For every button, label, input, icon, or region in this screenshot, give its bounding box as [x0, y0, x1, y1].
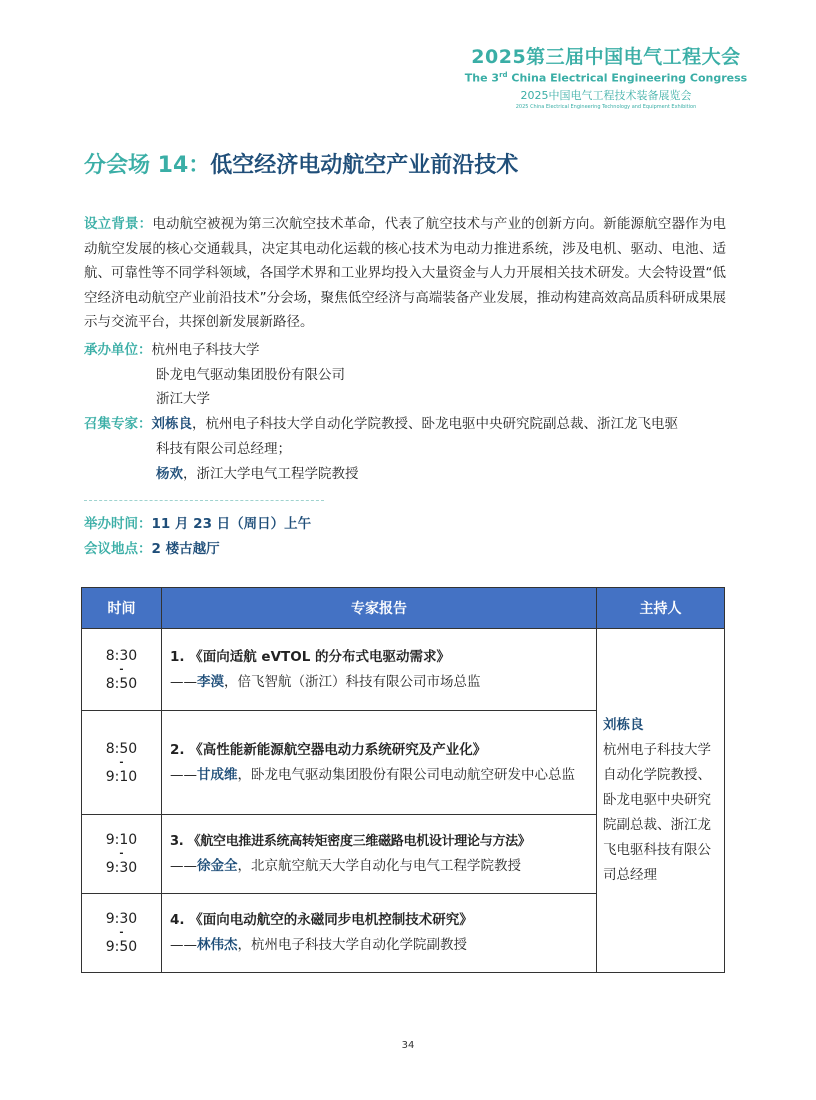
end-time: 9:30 — [105, 860, 138, 876]
venue-value: 2 楼古越厅 — [151, 541, 220, 557]
agenda-header-row — [82, 588, 725, 629]
convener-row-2 — [156, 462, 359, 487]
time-row — [84, 512, 311, 537]
time-value: 11 月 23 日（周日）上午 — [151, 516, 312, 532]
dashed-divider — [84, 500, 324, 501]
time-cell — [82, 815, 162, 894]
convener-desc: ，杭州电子科技大学自动化学院教授、卧龙电驱中央研究院副总裁、浙江龙飞电驱 — [192, 416, 678, 432]
speaker-name: 甘成维 — [197, 766, 238, 783]
organizer-item: 杭州电子科技大学 — [151, 342, 260, 358]
speaker-line: ——徐金全，北京航空航天大学自动化与电气工程学院教授 — [170, 858, 521, 874]
speaker-name: 林伟杰 — [197, 937, 238, 953]
time-dash: - — [119, 756, 124, 768]
host-desc: 杭州电子科技大学自动化学院教授、卧龙电驱中央研究院副总裁、浙江龙飞电驱科技有限公司总经理 — [603, 742, 711, 883]
time-dash: - — [119, 927, 124, 938]
speaker-affiliation: ，北京航空航天大学自动化与电气工程学院教授 — [237, 858, 521, 874]
table-row — [82, 629, 725, 711]
convener-name: 杨欢 — [156, 466, 183, 482]
conveners-row — [84, 412, 678, 437]
time-dash: - — [119, 848, 124, 859]
background-section — [84, 212, 726, 335]
talk-title: 2. 《高性能新能源航空器电动力系统研究及产业化》 — [170, 741, 487, 758]
start-time: 9:30 — [105, 911, 138, 927]
header-time: 时间 — [82, 588, 162, 629]
session-name: 低空经济电动航空产业前沿技术 — [210, 153, 519, 178]
background-label: 设立背景： — [84, 216, 153, 232]
talk-cell — [162, 894, 597, 973]
talk-cell — [162, 629, 597, 711]
speaker-affiliation: ，倍飞智航（浙江）科技有限公司市场总监 — [224, 673, 481, 690]
header-report: 专家报告 — [162, 588, 597, 629]
agenda-table — [81, 587, 725, 973]
host-name: 刘栋良 — [603, 717, 644, 733]
header-host: 主持人 — [597, 588, 725, 629]
session-title — [84, 148, 518, 179]
end-time: 8:50 — [105, 675, 138, 692]
congress-logo — [456, 46, 756, 111]
venue-label: 会议地点： — [84, 541, 152, 557]
time-cell — [82, 894, 162, 973]
talk-cell — [162, 815, 597, 894]
organizers-row — [84, 338, 260, 363]
speaker-line: ——林伟杰，杭州电子科技大学自动化学院副教授 — [170, 937, 467, 953]
speaker-line: ——甘成维，卧龙电气驱动集团股份有限公司电动航空研发中心总监 — [170, 766, 575, 783]
exhibition-title-en: 2025 China Electrical Engineering Technology and Equipment Exhibition — [515, 103, 697, 110]
time-cell — [82, 629, 162, 711]
end-time: 9:10 — [105, 768, 138, 785]
time-dash: - — [119, 663, 124, 675]
talk-cell — [162, 711, 597, 815]
speaker-line: ——李漠，倍飞智航（浙江）科技有限公司市场总监 — [170, 673, 481, 690]
organizer-item: 卧龙电气驱动集团股份有限公司 — [156, 367, 345, 383]
convener-desc-cont: 科技有限公司总经理； — [156, 441, 291, 457]
congress-title-en: The 3rd China Electrical Engineering Congress — [464, 71, 748, 85]
talk-title: 4. 《面向电动航空的永磁同步电机控制技术研究》 — [170, 912, 473, 928]
convener-name: 刘栋良 — [151, 416, 192, 432]
speaker-affiliation: ，杭州电子科技大学自动化学院副教授 — [237, 937, 467, 953]
speaker-name: 李漠 — [197, 673, 224, 690]
convener-desc: ，浙江大学电气工程学院教授 — [183, 466, 359, 482]
speaker-name: 徐金全 — [197, 858, 238, 874]
talk-title: 1. 《面向适航 eVTOL 的分布式电驱动需求》 — [170, 648, 451, 665]
organizer-item: 浙江大学 — [156, 391, 210, 407]
venue-row — [84, 537, 220, 562]
exhibition-title-zh: 2025中国电气工程技术装备展览会 — [520, 88, 692, 102]
start-time: 8:50 — [105, 740, 138, 757]
end-time: 9:50 — [105, 939, 138, 955]
speaker-affiliation: ，卧龙电气驱动集团股份有限公司电动航空研发中心总监 — [237, 766, 575, 783]
congress-title-zh: 2025第三届中国电气工程大会 — [471, 46, 741, 68]
page-number: 34 — [401, 1040, 415, 1051]
start-time: 9:10 — [105, 832, 138, 848]
talk-title: 3. 《航空电推进系统高转矩密度三维磁路电机设计理论与方法》 — [170, 834, 531, 849]
background-text: 电动航空被视为第三次航空技术革命，代表了航空技术与产业的创新方向。新能源航空器作为电动航空发展的核心交通载具，决定其电动化运载的核心技术为电动力推进系统，涉及电机、驱动、电池、适航、可靠性等不同学科领域，各国学术界和工业界均投入大量资金与人力开展相关技术研发。大会特设置“低空经济电动航空产业前沿技术”分会场，聚焦低空经济与高端装备产业发展，推动构建高效高品质科研成果展示与交流平台，共探创新发展新路径。 — [84, 216, 727, 330]
conveners-label: 召集专家： — [84, 416, 152, 432]
time-cell — [82, 711, 162, 815]
session-number: 分会场 14： — [84, 153, 211, 178]
start-time: 8:30 — [105, 647, 138, 664]
host-cell — [597, 629, 725, 973]
time-label: 举办时间： — [84, 516, 152, 532]
organizers-label: 承办单位： — [84, 342, 152, 358]
